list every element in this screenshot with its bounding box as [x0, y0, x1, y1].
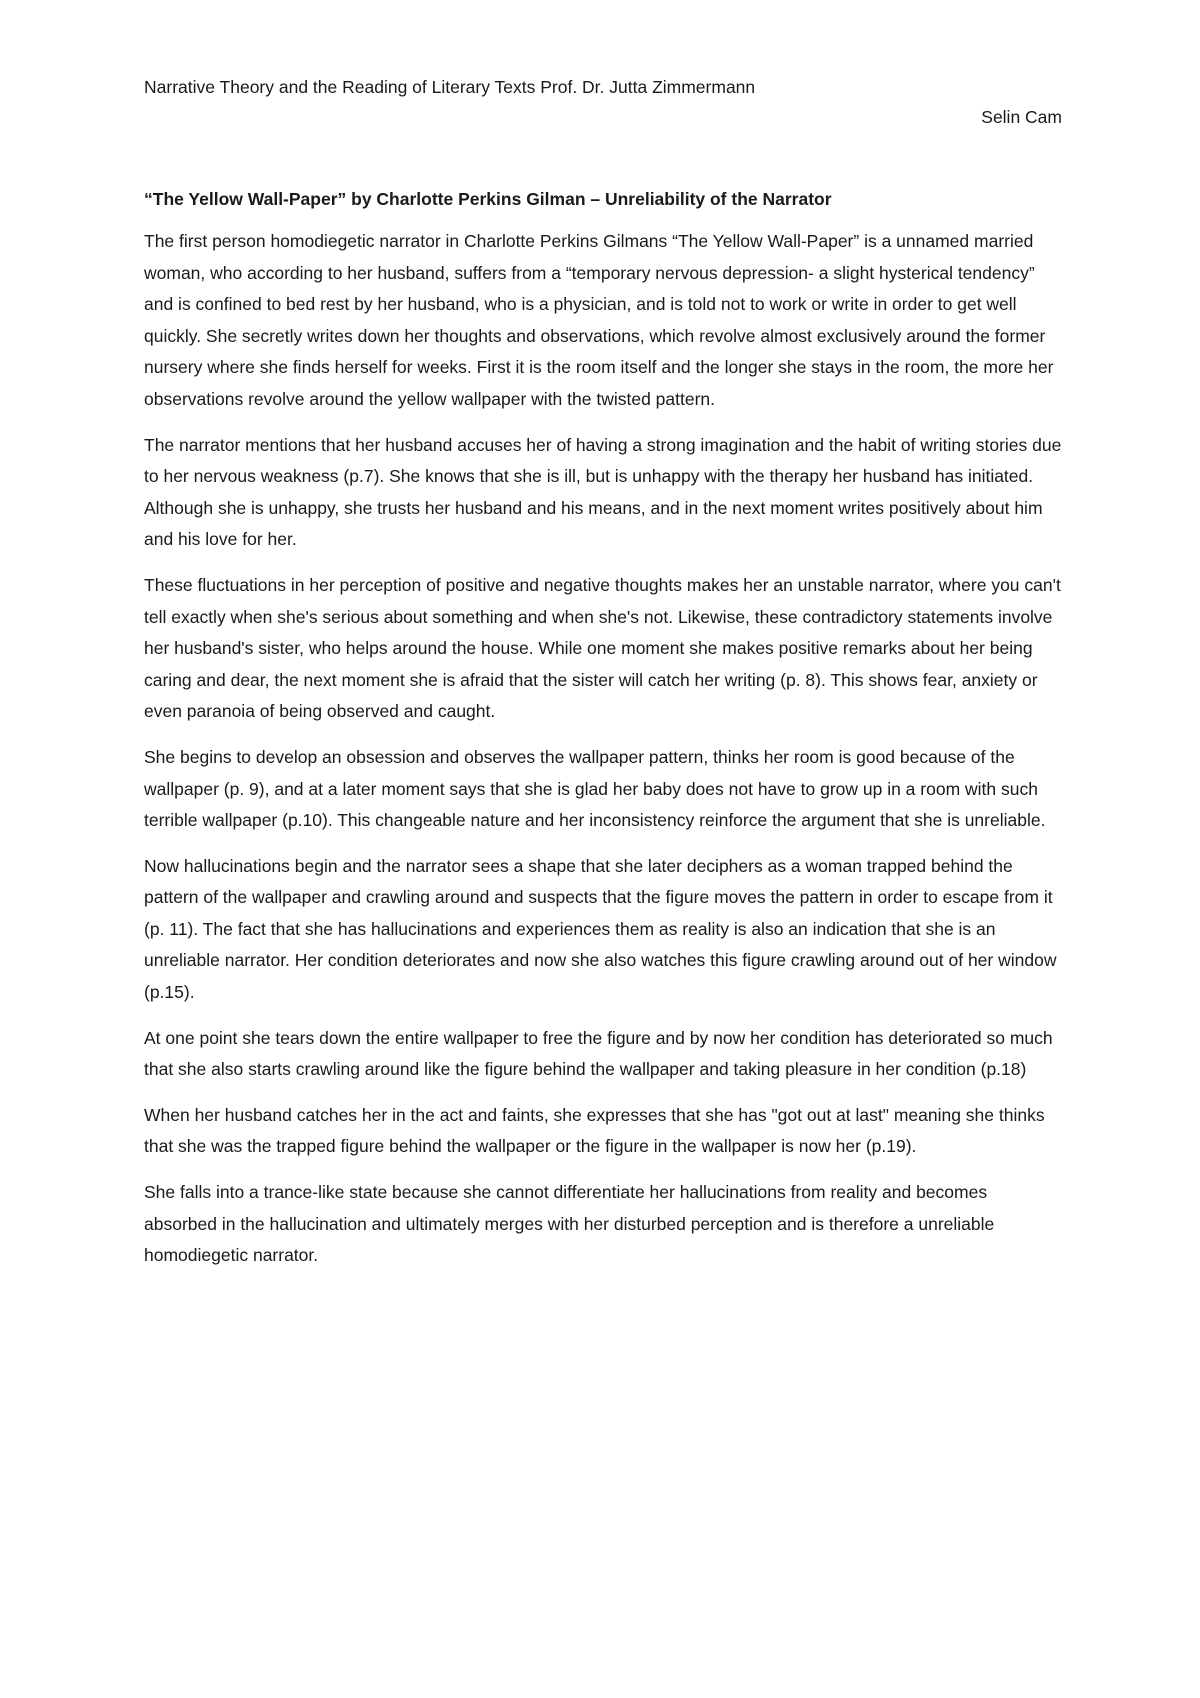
paragraph-8: She falls into a trance-like state because she cannot differentiate her hallucinations from reality and becomes absorbed in the hallucination and ultimately merges with her disturbed perception and is therefore a unreliable homodiegetic narrator.: [144, 1182, 995, 1266]
document-body: [144, 72, 1062, 1272]
paragraph-2: The narrator mentions that her husband accuses her of having a strong imagination and the habit of writing stories due to her nervous weakness (p.7). She knows that she is ill, but is unhappy with the therapy her husband has initiated. Although she is unhappy, she trusts her husband and his means, and in the next moment writes positively about him and his love for her.: [144, 434, 1062, 550]
paragraph-6: At one point she tears down the entire wallpaper to free the figure and by now her condition has deteriorated so much that she also starts crawling around like the figure behind the wallpaper and taking pleasure in her condition (p.18): [144, 1027, 1053, 1080]
paragraph-4: She begins to develop an obsession and observes the wallpaper pattern, thinks her room is good because of the wallpaper (p. 9), and at a later moment says that she is glad her baby does not have to grow up in a room with such terrible wallpaper (p.10). This changeable nature and her inconsistency reinforce the argument that she is unreliable.: [144, 746, 1046, 831]
paragraph-5: Now hallucinations begin and the narrator sees a shape that she later deciphers as a woman trapped behind the pattern of the wallpaper and crawling around and suspects that the figure moves the pattern in order to escape from it (p. 11). The fact that she has hallucinations and experiences them as reality is also an indication that she is an unreliable narrator. Her condition deteriorates and now she also watches this figure crawling around out of her window (p.15).: [144, 855, 1057, 1003]
paragraph-3: These fluctuations in her perception of positive and negative thoughts makes her an unstable narrator, where you can't tell exactly when she's serious about something and when she's not. Likewise, these contradictory statements involve her husband's sister, who helps around the house. While one moment she makes positive remarks about her being caring and dear, the next moment she is afraid that the sister will catch her writing (p. 8). This shows fear, anxiety or even paranoia of being observed and caught.: [144, 574, 1061, 722]
paragraph-1: The first person homodiegetic narrator in Charlotte Perkins Gilmans “The Yellow Wall-Paper” is a unnamed married woman, who according to her husband, suffers from a “temporary nervous depression- a slight hysterical tendency” and is confined to bed rest by her husband, who is a physician, and is told not to work or write in order to get well quickly. She secretly writes down her thoughts and observations, which revolve almost exclusively around the former nursery where she finds herself for weeks. First it is the room itself and the longer she stays in the room, the more her observations revolve around the yellow wallpaper with the twisted pattern.: [144, 231, 1054, 409]
paragraph-7: When her husband catches her in the act and faints, she expresses that she has "got out at last" meaning she thinks that she was the trapped figure behind the wallpaper or the figure in the wallpaper is now her (p.19).: [144, 1104, 1045, 1157]
course-header: Narrative Theory and the Reading of Literary Texts Prof. Dr. Jutta Zimmermann: [144, 77, 756, 97]
author-name: Selin Cam: [981, 107, 1062, 127]
essay-title: “The Yellow Wall-Paper” by Charlotte Perkins Gilman – Unreliability of the Narrator: [144, 189, 832, 209]
